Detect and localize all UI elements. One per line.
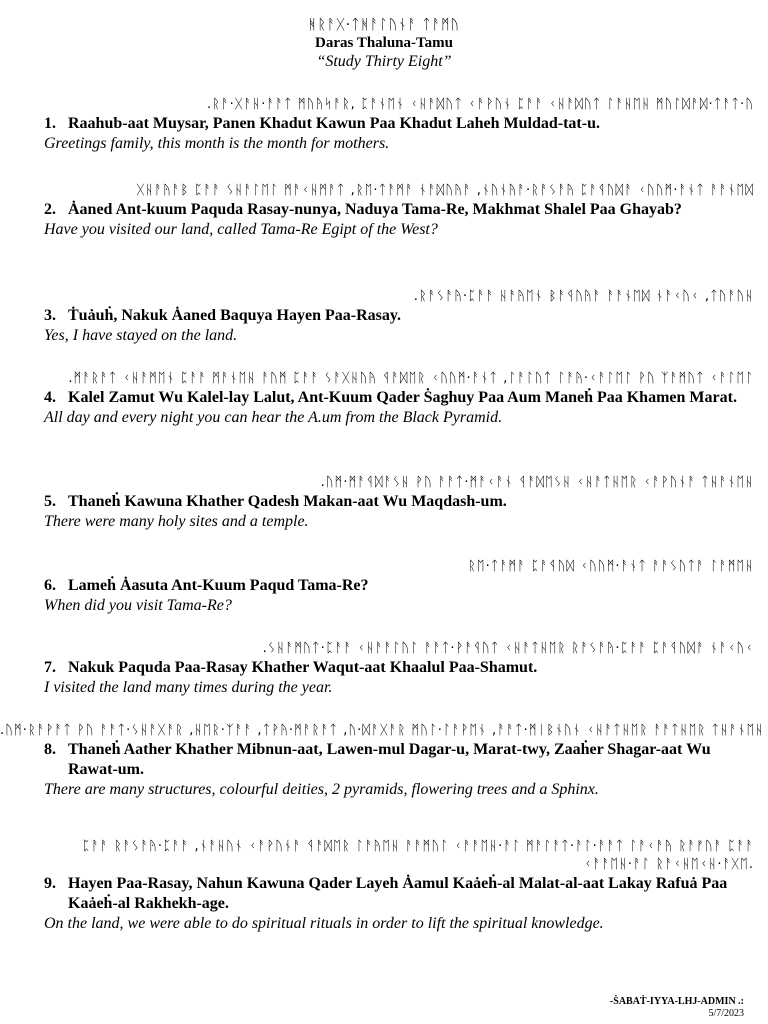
item-number: 3.	[44, 307, 56, 324]
script-line: .ᚢᛗ·ᚱᚨᚹᚨᛏ ᚹᚢ ᚨᚨᛏ·ᛊᚺᚨᚷᚨᚱ ,ᚺᛖᚱ·ᛉᚨᚨ ,ᛏᚹᚤ·ᛗᚨᚱᚨᛏ ,ᚢ·ᛞᚨᚷᚨᚱ ᛗᚢᛚ·ᛚᚨᚹᛖᚾ ,ᚨᚨᛏ·ᛗᛁᛒᚾᚢᚾ ᚲᚺᚨᛏᚺᛖᚱ ᚨᚨᛏᚺᛖᚱ ᛏᚺᚨᚾᛖᚺ	[0, 723, 765, 738]
script-line: .ᚱᚨ·ᚷᚨᚺ·ᚨᚨᛏ ᛗᚢᚤᛋᚨᚱ, ᛈᚨᚾᛖᚾ ᚲᚺᚨᛞᚢᛏ ᚲᚨᚹᚢᚾ ᛈᚨᚨ ᚲᚺᚨᛞᚢᛏ ᛚᚨᚺᛖᚺ ᛗᚢᛚᛞᚨᛞ·ᛏᚨᛏ·ᚢ	[206, 97, 754, 112]
lesson-item-6	[0, 558, 768, 616]
script-line: .ᛊᚺᚨᛗᚢᛏ·ᛈᚨᚨ ᚲᚺᚨᚨᛚᚢᛚ ᚨᚨᛏ·ᚹᚨᛩᚢᛏ ᚲᚺᚨᛏᚺᛖᚱ ᚱᚨᛊᚨᚤ·ᛈᚨᚨ ᛈᚨᛩᚢᛞᚨ ᚾᚨᚲᚢᚲ	[262, 641, 754, 656]
english-translation: I visited the land many times during the year.	[44, 679, 333, 696]
latin-sentence	[0, 306, 768, 326]
lesson-item-5	[0, 474, 768, 532]
signature-date: 5/7/2023	[708, 1008, 744, 1019]
lesson-item-3	[0, 288, 768, 346]
latin-sentence	[0, 740, 768, 780]
latin-text: Thaneḣ Aather Khather Mibnun-aat, Lawen-mul Dagar-u, Marat-twy, Zaaḣer Shagar-aat Wu Rawat-um.	[68, 741, 711, 778]
script-line: .ᚢᛗ·ᛗᚨᛩᛞᚨᛊᚺ ᚹᚢ ᚨᚨᛏ·ᛗᚨᚲᚨᚾ ᛩᚨᛞᛖᛊᚺ ᚲᚺᚨᛏᚺᛖᚱ ᚲᚨᚹᚢᚾᚨ ᛏᚺᚨᚾᛖᚺ	[320, 475, 754, 490]
script-line: .ᛗᚨᚱᚨᛏ ᚲᚺᚨᛗᛖᚾ ᛈᚨᚨ ᛗᚨᚾᛖᚺ ᚨᚢᛗ ᛈᚨᚨ ᛊᚨᚷᚺᚢᚤ ᛩᚨᛞᛖᚱ ᚲᚢᚢᛗ·ᚨᚾᛏ ,ᛚᚨᛚᚢᛏ ᛚᚨᚤ·ᚲᚨᛚᛖᛚ ᚹᚢ ᛉᚨᛗᚢᛏ ᚲᚨᛚᛖᛚ	[68, 371, 754, 386]
item-number: 2.	[44, 201, 56, 218]
latin-text: Raahub-aat Muysar, Panen Khadut Kawun Paa Khadut Laheh Muldad-tat-u.	[68, 115, 600, 132]
latin-sentence	[0, 200, 768, 220]
script-line: ᚷᚺᚨᚤᚨᛒ ᛈᚨᚨ ᛊᚺᚨᛚᛖᛚ ᛗᚨᚲᚺᛗᚨᛏ ,ᚱᛖ·ᛏᚨᛗᚨ ᚾᚨᛞᚢᚤᚨ ,ᚾᚢᚾᚤᚨ·ᚱᚨᛊᚨᚤ ᛈᚨᛩᚢᛞᚨ ᚲᚢᚢᛗ·ᚨᚾᛏ ᚨᚨᚾᛖᛞ	[136, 183, 754, 198]
lesson-item-2	[0, 182, 768, 240]
script-line: ᛈᚨᚨ ᚱᚨᛊᚨᚤ·ᛈᚨᚨ ,ᚾᚨᚺᚢᚾ ᚲᚨᚹᚢᚾᚨ ᛩᚨᛞᛖᚱ ᛚᚨᚤᛖᚺ ᚨᚨᛗᚢᛚ ᚲᚨᚨᛖᚺ·ᚨᛚ ᛗᚨᛚᚨᛏ·ᚨᛚ·ᚨᚨᛏ ᛚᚨᚲᚨᚤ ᚱᚨᚠᚢᚨ ᛈᚨᚨ ᚲᚨᚨᛖᚺ·ᚨᛚ ᚱᚨᚲᚺᛖᚲᚺ·ᚨᚷᛖ.	[82, 839, 754, 872]
script-title: ᚻᚱᚨᚷ·ᛏᚻᚨᛚᚢᚾᚨ ᛏᚨᛗᚢ	[308, 17, 460, 33]
english-translation: Have you visited our land, called Tama-Re Egipt of the West?	[44, 221, 438, 238]
latin-sentence	[0, 576, 768, 596]
lesson-item-8	[0, 722, 768, 800]
latin-text: Hayen Paa-Rasay, Nahun Kawuna Qader Layeh Ȧamul Kaȧeḣ-al Malat-al-aat Lakay Rafuȧ Paa Kaȧeḣ-al Rakhekh-age.	[68, 875, 728, 912]
english-translation: When did you visit Tama-Re?	[44, 597, 232, 614]
page-title: Daras Thaluna-Tamu	[315, 35, 453, 51]
latin-sentence	[0, 388, 768, 408]
script-line: ᚱᛖ·ᛏᚨᛗᚨ ᛈᚨᛩᚢᛞ ᚲᚢᚢᛗ·ᚨᚾᛏ ᚨᚨᛊᚢᛏᚨ ᛚᚨᛗᛖᚺ	[468, 559, 754, 574]
signature-name: -ṠABAṪ-IYYA-LHJ-ADMIN .:	[609, 996, 744, 1007]
latin-text: Kalel Zamut Wu Kalel-lay Lalut, Ant-Kuum Qader Ṡaghuy Paa Aum Maneḣ Paa Khamen Marat.	[68, 389, 737, 406]
item-number: 7.	[44, 659, 56, 676]
latin-text: Nakuk Paquda Paa-Rasay Khather Waqut-aat Khaalul Paa-Shamut.	[68, 659, 538, 676]
signature-block	[610, 996, 744, 1020]
latin-sentence	[0, 658, 768, 678]
latin-text: Thaneḣ Kawuna Khather Qadesh Makan-aat Wu Maqdash-um.	[68, 493, 507, 510]
english-translation: There are many structures, colourful deities, 2 pyramids, flowering trees and a Sphinx.	[44, 781, 599, 798]
lesson-item-9	[0, 838, 768, 934]
english-translation: On the land, we were able to do spiritual rituals in order to lift the spiritual knowledge.	[44, 915, 604, 932]
document-header	[0, 16, 768, 72]
latin-sentence	[0, 874, 768, 914]
lesson-item-4	[0, 370, 768, 428]
item-number: 9.	[44, 875, 56, 892]
english-translation: All day and every night you can hear the A.um from the Black Pyramid.	[44, 409, 503, 426]
item-number: 4.	[44, 389, 56, 406]
item-number: 6.	[44, 577, 56, 594]
item-number: 5.	[44, 493, 56, 510]
latin-sentence	[0, 114, 768, 134]
english-translation: There were many holy sites and a temple.	[44, 513, 309, 530]
latin-text: Lameḣ Ȧasuta Ant-Kuum Paqud Tama-Re?	[68, 577, 369, 594]
lesson-item-7	[0, 640, 768, 698]
latin-sentence	[0, 492, 768, 512]
item-number: 1.	[44, 115, 56, 132]
lesson-item-1	[0, 96, 768, 154]
item-number: 8.	[44, 741, 56, 758]
latin-text: Ṫuȧuḣ, Nakuk Ȧaned Baquya Hayen Paa-Rasay.	[68, 307, 401, 324]
script-line: .ᚱᚨᛊᚨᚤ·ᛈᚨᚨ ᚺᚨᚤᛖᚾ ᛒᚨᛩᚢᚤᚨ ᚨᚨᚾᛖᛞ ᚾᚨᚲᚢᚲ ,ᛏᚢᚨᚢᚺ	[413, 289, 754, 304]
latin-text: Ȧaned Ant-kuum Paquda Rasay-nunya, Naduya Tama-Re, Makhmat Shalel Paa Ghayab?	[68, 201, 682, 218]
english-translation: Yes, I have stayed on the land.	[44, 327, 238, 344]
english-translation: Greetings family, this month is the month for mothers.	[44, 135, 390, 152]
page-subtitle: “Study Thirty Eight”	[316, 53, 452, 70]
